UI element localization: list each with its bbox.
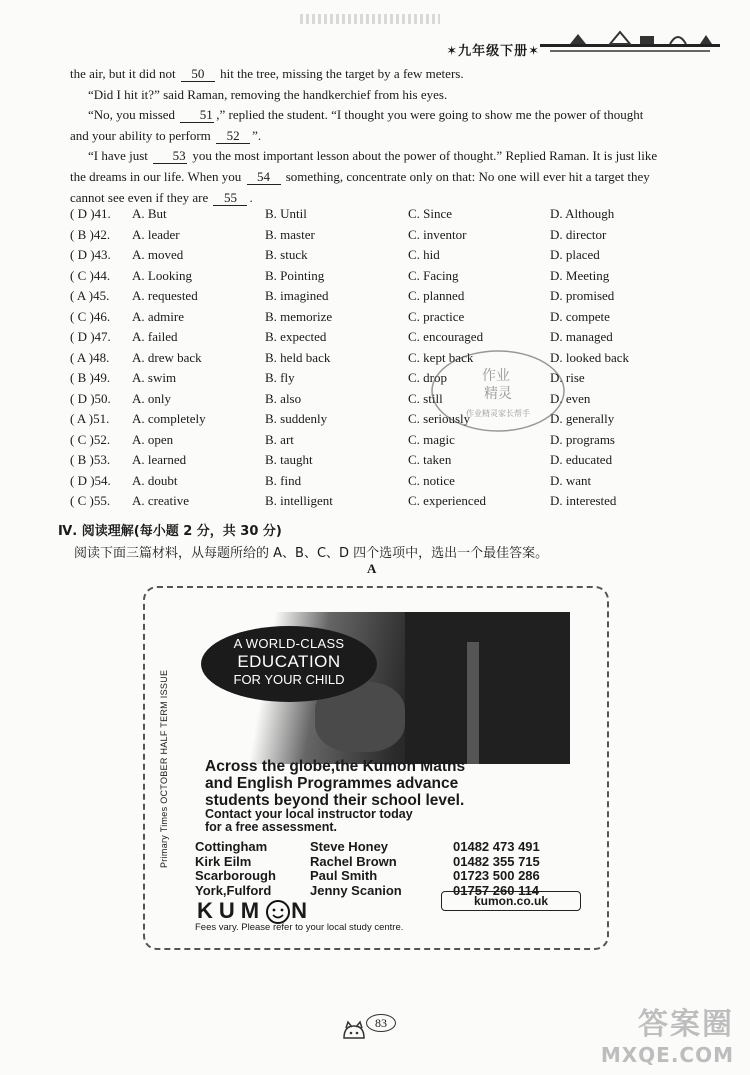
kumon-url-box: kumon.co.uk — [441, 891, 581, 911]
option-b: B. imagined — [265, 288, 329, 303]
slogan-line-2: EDUCATION — [237, 652, 341, 671]
logo-text-left: KUM — [197, 898, 266, 923]
option-d: D. compete — [550, 308, 610, 324]
option-c: C. practice — [408, 308, 465, 324]
option-a: A. learned — [132, 452, 187, 467]
option-d: D. Meeting — [550, 267, 610, 283]
place-name: York,Fulford — [195, 882, 272, 898]
option-c: C. Facing — [408, 267, 459, 283]
option-row — [70, 288, 710, 309]
cloze-passage — [70, 64, 710, 208]
option-d: D. managed — [550, 329, 613, 344]
option-row — [70, 432, 710, 453]
option-d: D. Although — [550, 206, 615, 221]
answer-key: ( D )47. — [70, 329, 111, 344]
ad-contact-text — [205, 808, 585, 834]
grade-label: ✶九年级下册✶ — [446, 44, 540, 59]
option-b: B. Pointing — [265, 267, 325, 283]
ad-headline — [205, 758, 585, 809]
section-title: Ⅳ. 阅读理解(每小题 2 分，共 30 分) — [58, 524, 282, 539]
phones-column — [453, 840, 540, 898]
option-d: D. interested — [550, 493, 617, 508]
option-c: C. seriously — [408, 411, 471, 426]
option-d: D. promised — [550, 288, 615, 303]
passage-text: hit the tree, missing the target by a few meters. — [220, 66, 464, 81]
site-watermark — [601, 999, 734, 1067]
blank-53: 53 — [153, 148, 187, 164]
passage-text: you the most important lesson about the power of thought.” Replied Raman. It is just like — [192, 148, 658, 164]
answer-key: ( A )45. — [70, 288, 110, 303]
watermark-line-1: 答案圈 — [638, 1007, 734, 1042]
passage-label-a: A — [367, 561, 377, 576]
option-c: C. kept back — [408, 349, 474, 365]
blank-54: 54 — [247, 169, 281, 185]
phone-number: 01757 260 114 — [453, 882, 540, 898]
watermark-line-2: MXQE.COM — [600, 1043, 734, 1067]
option-b: B. also — [265, 390, 302, 406]
option-row — [70, 329, 710, 350]
option-b: B. master — [265, 226, 315, 242]
ad-side-caption: Primary Times OCTOBER HALF TERM ISSUE — [159, 669, 169, 868]
option-c: C. drop — [408, 370, 447, 385]
option-b: B. intelligent — [265, 493, 333, 508]
headline-line: and English Programmes advance — [205, 775, 459, 792]
option-d: D. director — [550, 226, 607, 242]
ad-fees-note: Fees vary. Please refer to your local study centre. — [195, 922, 404, 933]
option-row — [70, 268, 710, 289]
header-decoration-icon — [540, 30, 720, 56]
option-row — [70, 370, 710, 391]
option-b: B. find — [265, 472, 302, 488]
option-d: D. want — [550, 472, 592, 488]
scan-header-strip — [300, 14, 440, 24]
answer-options — [70, 206, 710, 514]
place-name: Kirk Eilm — [195, 853, 252, 869]
place-name: Cottingham — [195, 839, 268, 854]
passage-line — [70, 167, 710, 188]
option-b: B. Until — [265, 206, 307, 221]
passage-line — [70, 64, 710, 85]
option-a: A. swim — [132, 370, 177, 385]
option-a: A. drew back — [132, 349, 202, 365]
option-a: A. completely — [132, 411, 206, 426]
passage-text: the air, but it did not — [70, 66, 176, 81]
answer-key: ( D )41. — [70, 206, 111, 221]
option-b: B. taught — [265, 452, 313, 467]
passage-text: “I have just — [88, 148, 148, 164]
option-a: A. creative — [132, 493, 190, 508]
option-d: D. even — [550, 390, 591, 406]
answer-key: ( D )54. — [70, 472, 111, 488]
passage-line: “Did I hit it?” said Raman, removing the handkerchief from his eyes. — [88, 86, 448, 102]
places-column — [195, 840, 276, 898]
option-b: B. suddenly — [265, 411, 328, 426]
instructor-name: Steve Honey — [310, 839, 389, 854]
section-instruction: 阅读下面三篇材料，从每题所给的 A、B、C、D 四个选项中，选出一个最佳答案。 — [74, 546, 549, 561]
answer-key: ( B )42. — [70, 226, 111, 242]
option-a: A. failed — [132, 329, 178, 344]
blank-55: 55 — [213, 190, 247, 206]
option-a: A. But — [132, 206, 167, 221]
stamp-line-2: 精灵 — [484, 386, 512, 402]
stamp-line-3: 作业精灵家长帮手 — [466, 409, 530, 418]
option-row — [70, 452, 710, 473]
option-a: A. open — [132, 431, 174, 447]
option-d: D. rise — [550, 370, 585, 385]
option-d: D. generally — [550, 411, 615, 426]
option-a: A. requested — [132, 288, 198, 303]
place-name: Scarborough — [195, 868, 276, 883]
passage-line — [70, 126, 710, 147]
blank-50: 50 — [181, 66, 215, 82]
option-c: C. still — [408, 390, 443, 406]
option-b: B. stuck — [265, 247, 308, 262]
passage-line — [70, 105, 710, 126]
kumon-advertisement — [143, 586, 609, 950]
option-c: C. inventor — [408, 226, 467, 242]
answer-key: ( B )49. — [70, 370, 111, 385]
option-row — [70, 227, 710, 248]
answer-key: ( A )48. — [70, 349, 110, 365]
headline-line: students beyond their school level. — [205, 792, 465, 809]
answer-key: ( A )51. — [70, 411, 110, 426]
instructor-name: Paul Smith — [310, 868, 378, 883]
names-column — [310, 840, 402, 898]
option-b: B. fly — [265, 370, 295, 385]
option-d: D. placed — [550, 247, 600, 262]
option-d: D. looked back — [550, 349, 630, 365]
contact-line: for a free assessment. — [205, 820, 338, 834]
option-c: C. hid — [408, 247, 440, 262]
option-d: D. programs — [550, 431, 615, 447]
option-row — [70, 350, 710, 371]
passage-text: . — [249, 189, 253, 205]
option-row — [70, 473, 710, 494]
option-a: A. only — [132, 390, 171, 406]
option-row — [70, 206, 710, 227]
passage-text: cannot see even if they are — [70, 189, 209, 205]
option-c: C. Since — [408, 206, 453, 221]
passage-text: the dreams in our life. When you — [70, 168, 242, 184]
option-b: B. memorize — [265, 308, 333, 324]
option-c: C. experienced — [408, 493, 486, 508]
option-c: C. taken — [408, 452, 452, 467]
option-row — [70, 309, 710, 330]
answer-key: ( D )50. — [70, 390, 111, 406]
slogan-line-3: FOR YOUR CHILD — [233, 672, 345, 687]
passage-text: ,” replied the student. “I thought you were going to show me the power of thought — [216, 107, 644, 123]
option-row — [70, 247, 710, 268]
instructor-name: Rachel Brown — [310, 853, 397, 869]
answer-key: ( B )53. — [70, 452, 111, 467]
answer-key: ( C )55. — [70, 493, 111, 508]
contact-line: Contact your local instructor today — [205, 807, 413, 821]
homework-stamp-icon — [428, 348, 568, 434]
option-c: C. magic — [408, 431, 455, 447]
option-b: B. held back — [265, 349, 331, 365]
headline-line: Across the globe,the Kumon Maths — [205, 758, 466, 775]
phone-number: 01723 500 286 — [453, 868, 540, 883]
passage-text: something, concentrate only on that: No one will ever hit a target they — [285, 168, 650, 184]
option-row — [70, 391, 710, 412]
passage-line — [70, 146, 710, 167]
answer-key: ( C )52. — [70, 431, 111, 447]
logo-text-right: N — [291, 898, 313, 923]
phone-number: 01482 355 715 — [453, 853, 540, 869]
option-a: A. Looking — [132, 267, 192, 283]
option-row — [70, 411, 710, 432]
option-a: A. leader — [132, 226, 180, 242]
stamp-line-1: 作业 — [482, 368, 510, 384]
passage-text: “No, you missed — [88, 107, 176, 123]
option-b: B. expected — [265, 329, 327, 344]
page-number-value: 83 — [366, 1014, 396, 1032]
answer-key: ( C )44. — [70, 267, 111, 283]
option-a: A. doubt — [132, 472, 178, 488]
passage-text: ”. — [252, 127, 262, 143]
option-c: C. encouraged — [408, 329, 484, 344]
blank-51: 51 — [180, 107, 214, 123]
option-row — [70, 493, 710, 514]
instructor-name: Jenny Scanion — [310, 882, 402, 898]
option-c: C. planned — [408, 288, 465, 303]
option-a: A. moved — [132, 247, 184, 262]
option-c: C. notice — [408, 472, 455, 488]
answer-key: ( D )43. — [70, 247, 111, 262]
passage-text: and your ability to perform — [70, 127, 211, 143]
page-header — [420, 10, 720, 59]
phone-number: 01482 473 491 — [453, 839, 540, 854]
option-d: D. educated — [550, 452, 613, 467]
answer-key: ( C )46. — [70, 308, 111, 324]
option-b: B. art — [265, 431, 294, 447]
slogan-line-1: A WORLD-CLASS — [233, 636, 345, 651]
blank-52: 52 — [216, 128, 250, 144]
ad-slogan-oval — [201, 626, 377, 702]
option-a: A. admire — [132, 308, 184, 324]
